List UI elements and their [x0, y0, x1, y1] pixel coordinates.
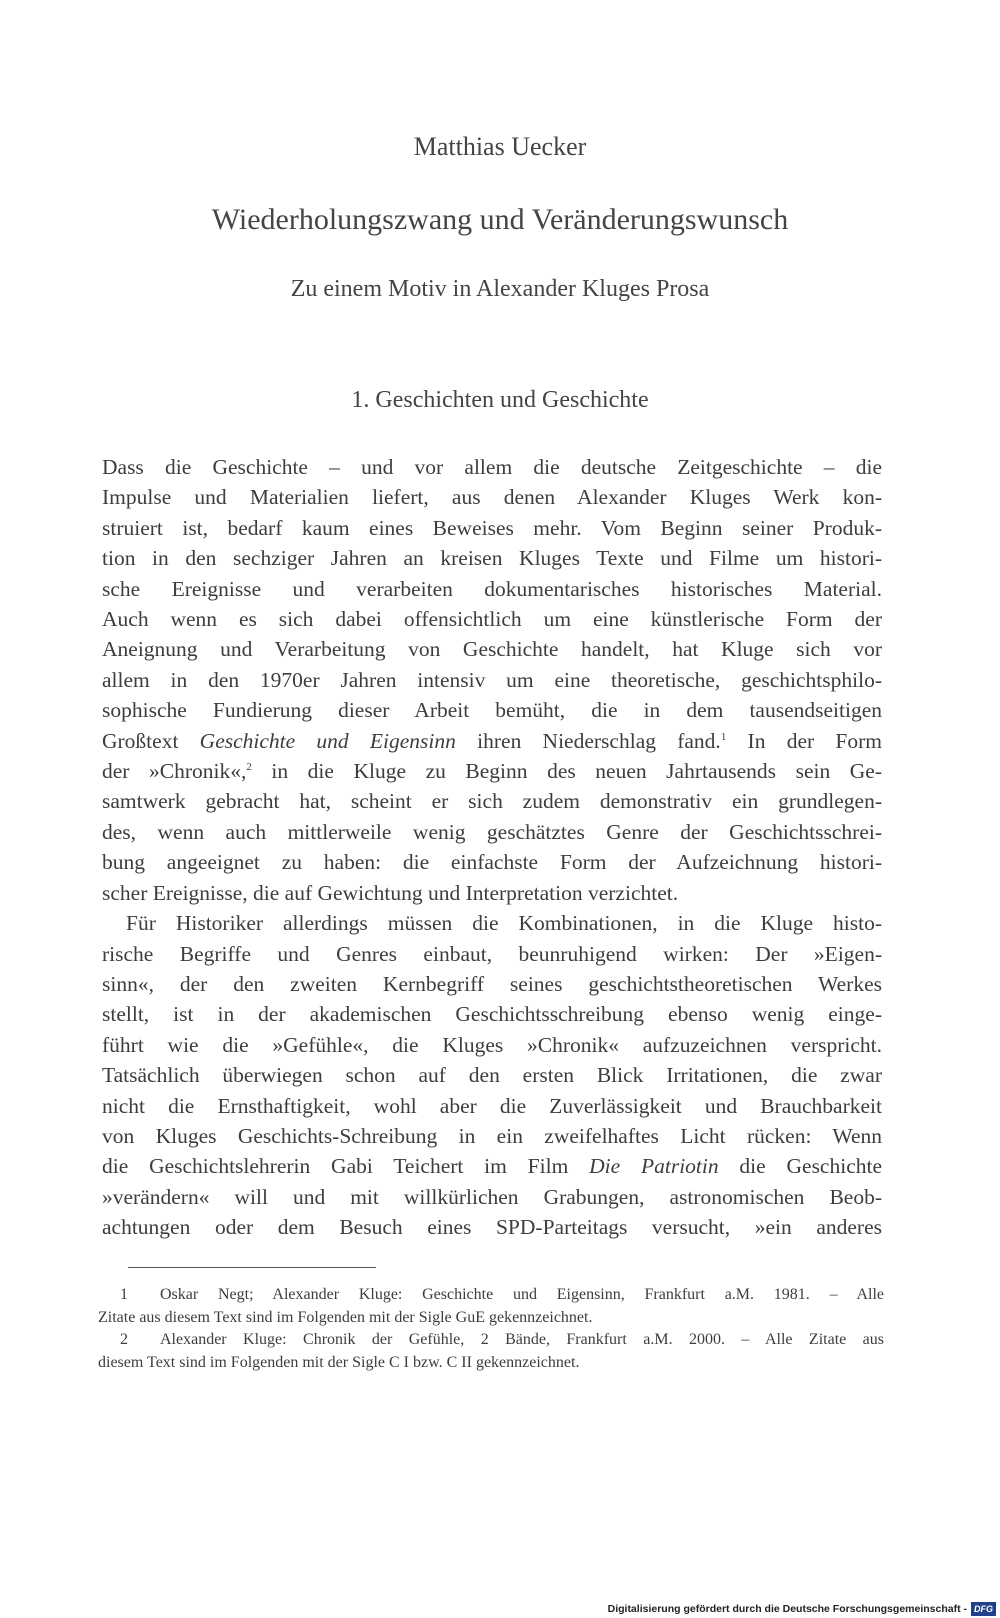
text-line: allem in den 1970er Jahren intensiv um eine theoretische, geschichtsphilo- — [102, 667, 882, 692]
footnote-ref-1[interactable]: 1 — [720, 730, 727, 743]
text-fragment: der »Chronik«, — [102, 759, 247, 784]
text-line: stellt, ist in der akademischen Geschichtsschreibung ebenso wenig einge- — [102, 1002, 882, 1027]
footnote-2 — [98, 1329, 884, 1374]
text-line: struiert ist, bedarf kaum eines Beweises mehr. Vom Beginn seiner Produk- — [102, 515, 882, 540]
film-title: Die Patriotin — [589, 1154, 719, 1179]
text-line — [102, 726, 882, 756]
text-line: von Kluges Geschichts-Schreibung in ein zweifelhaftes Licht rücken: Wenn — [102, 1123, 882, 1148]
footnote-line — [98, 1329, 884, 1352]
text-fragment: in die Kluge zu Beginn des neuen Jahrtausends sein Ge- — [251, 759, 882, 784]
article-subtitle: Zu einem Motiv in Alexander Kluges Prosa — [290, 276, 710, 302]
text-line: Tatsächlich überwiegen schon auf den ersten Blick Irritationen, die zwar — [102, 1063, 882, 1088]
footnotes — [98, 1284, 884, 1374]
footnote-line: diesem Text sind im Folgenden mit der Sigle C I bzw. C II gekennzeichnet. — [98, 1353, 580, 1371]
banner-text: Digitalisierung gefördert durch die Deutsche Forschungsgemeinschaft - — [607, 1603, 967, 1615]
text-line: Aneignung und Verarbeitung von Geschichte handelt, hat Kluge sich vor — [102, 637, 882, 662]
text-line: Dass die Geschichte – und vor allem die deutsche Zeitgeschichte – die — [102, 455, 882, 479]
text-fragment: die Geschichte — [718, 1154, 883, 1179]
paragraph-2 — [102, 908, 882, 1242]
paragraph-1 — [102, 452, 882, 908]
text-line: achtungen oder dem Besuch eines SPD-Parteitags versucht, »ein anderes — [102, 1215, 882, 1240]
section-heading: 1. Geschichten und Geschichte — [351, 387, 649, 413]
footnote-text: Oskar Negt; Alexander Kluge: Geschichte und Eigensinn, Frankfurt a.M. 1981. – Alle — [160, 1286, 884, 1303]
text-line: sche Ereignisse und verarbeiten dokumentarisches historisches Material. — [102, 576, 882, 601]
text-line: samtwerk gebracht hat, scheint er sich zudem demonstrativ ein grundlegen- — [102, 789, 882, 814]
text-line: Für Historiker allerdings müssen die Kombinationen, in die Kluge histo- — [126, 911, 882, 936]
digitization-banner — [590, 1600, 1000, 1618]
footnote-line: Zitate aus diesem Text sind im Folgenden mit der Sigle GuE gekennzeichnet. — [98, 1308, 593, 1326]
text-line: nicht die Ernsthaftigkeit, wohl aber die Zuverlässigkeit und Brauchbarkeit — [102, 1093, 882, 1118]
text-line: führt wie die »Gefühle«, die Kluges »Chronik« aufzuzeichnen verspricht. — [102, 1032, 882, 1057]
footnote-number: 1 — [120, 1286, 128, 1303]
text-line: »verändern« will und mit willkürlichen Grabungen, astronomischen Beob- — [102, 1184, 882, 1209]
book-title: Geschichte und Eigensinn — [199, 728, 456, 753]
footnote-line — [98, 1284, 884, 1307]
text-line: sinn«, der den zweiten Kernbegriff seines geschichtstheoretischen Werkes — [102, 971, 882, 996]
dfg-logo: DFG — [971, 1602, 996, 1616]
footnote-divider — [128, 1267, 376, 1268]
text-line — [102, 1151, 882, 1181]
body-text — [102, 452, 882, 1243]
text-line — [102, 756, 882, 786]
text-line: des, wenn auch mittlerweile wenig geschätztes Genre der Geschichtsschrei- — [102, 819, 882, 844]
footnote-text: Alexander Kluge: Chronik der Gefühle, 2 Bände, Frankfurt a.M. 2000. – Alle Zitate aus — [160, 1331, 884, 1348]
article-title: Wiederholungszwang und Veränderungswunsch — [211, 203, 789, 236]
text-line: sophische Fundierung dieser Arbeit bemüht, die in dem tausendseitigen — [102, 698, 882, 723]
text-line: tion in den sechziger Jahren an kreisen Kluges Texte und Filme um histori- — [102, 546, 882, 571]
text-fragment: In der Form — [726, 728, 882, 753]
text-line: scher Ereignisse, die auf Gewichtung und Interpretation verzichtet. — [102, 880, 679, 905]
text-line: bung angeeignet zu haben: die einfachste Form der Aufzeichnung histori- — [102, 850, 882, 875]
footnote-number: 2 — [120, 1331, 128, 1348]
text-fragment: die Geschichtslehrerin Gabi Teichert im Film — [102, 1154, 590, 1179]
text-line: rische Begriffe und Genres einbaut, beunruhigend wirken: Der »Eigen- — [102, 941, 882, 966]
text-line: Auch wenn es sich dabei offensichtlich um eine künstlerische Form der — [102, 607, 882, 632]
text-line: Impulse und Materialien liefert, aus denen Alexander Kluges Werk kon- — [102, 485, 882, 510]
text-fragment: Großtext — [102, 728, 200, 753]
author-name: Matthias Uecker — [413, 132, 587, 161]
footnote-1 — [98, 1284, 884, 1329]
footnote-ref-2[interactable]: 2 — [246, 760, 252, 773]
text-fragment: ihren Niederschlag fand. — [455, 728, 721, 753]
